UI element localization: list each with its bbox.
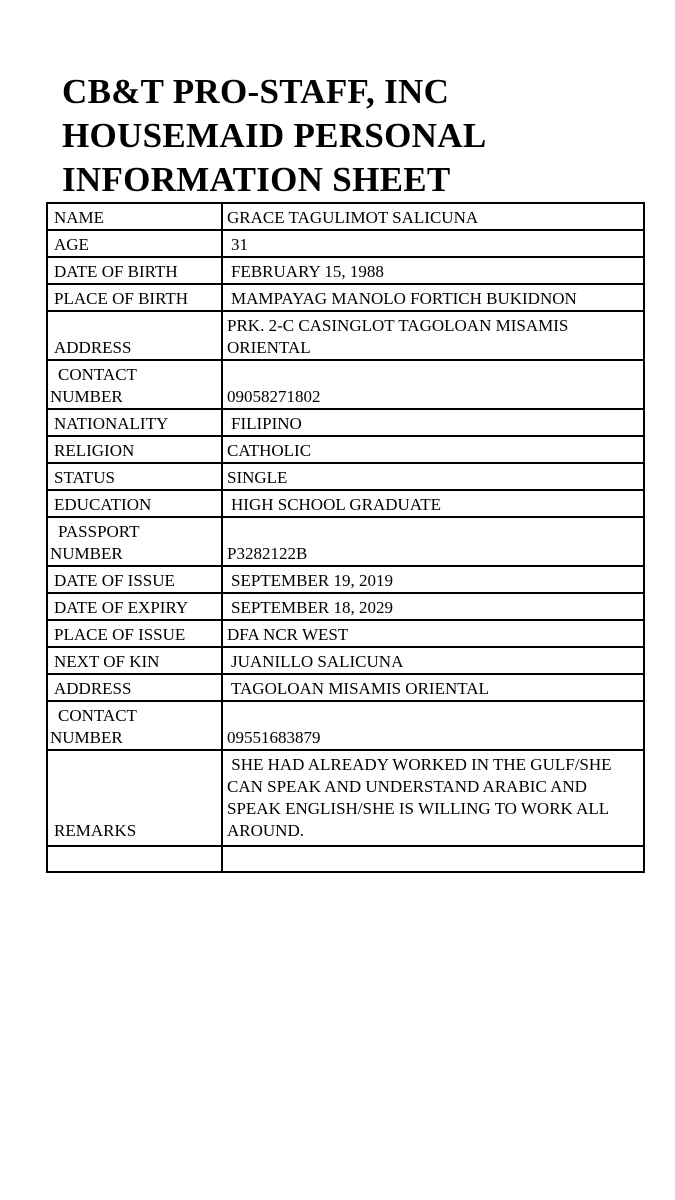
field-value: SEPTEMBER 18, 2029 bbox=[222, 593, 644, 620]
table-row bbox=[47, 647, 644, 674]
field-value: CATHOLIC bbox=[222, 436, 644, 463]
table-row bbox=[47, 409, 644, 436]
field-value: PRK. 2-C CASINGLOT TAGOLOAN MISAMIS ORIENTAL bbox=[222, 311, 644, 360]
field-value: 31 bbox=[222, 230, 644, 257]
field-label: DATE OF BIRTH bbox=[47, 257, 222, 284]
field-label bbox=[47, 701, 222, 750]
table-row bbox=[47, 750, 644, 846]
table-row bbox=[47, 360, 644, 409]
field-label: ADDRESS bbox=[47, 311, 222, 360]
field-value: P3282122B bbox=[222, 517, 644, 566]
field-label: NAME bbox=[47, 203, 222, 230]
field-value: FILIPINO bbox=[222, 409, 644, 436]
field-label-line: CONTACT bbox=[58, 706, 137, 725]
table-row bbox=[47, 593, 644, 620]
field-label: STATUS bbox=[47, 463, 222, 490]
title-line-3: INFORMATION SHEET bbox=[62, 160, 451, 199]
table-row-empty bbox=[47, 846, 644, 872]
field-value: SINGLE bbox=[222, 463, 644, 490]
field-label-line: NUMBER bbox=[50, 387, 123, 406]
field-label: NEXT OF KIN bbox=[47, 647, 222, 674]
table-row bbox=[47, 566, 644, 593]
table-row bbox=[47, 674, 644, 701]
field-label-line: NUMBER bbox=[50, 544, 123, 563]
field-value: 09058271802 bbox=[222, 360, 644, 409]
field-label: PLACE OF BIRTH bbox=[47, 284, 222, 311]
field-value: HIGH SCHOOL GRADUATE bbox=[222, 490, 644, 517]
field-label: PLACE OF ISSUE bbox=[47, 620, 222, 647]
field-label bbox=[47, 360, 222, 409]
field-label-line: PASSPORT bbox=[58, 522, 140, 541]
empty-cell bbox=[47, 846, 222, 872]
field-label-line: NUMBER bbox=[50, 728, 123, 747]
field-label-line: CONTACT bbox=[58, 365, 137, 384]
table-row bbox=[47, 701, 644, 750]
field-label: DATE OF EXPIRY bbox=[47, 593, 222, 620]
table-row bbox=[47, 203, 644, 230]
field-value: FEBRUARY 15, 1988 bbox=[222, 257, 644, 284]
field-label: AGE bbox=[47, 230, 222, 257]
table-row bbox=[47, 311, 644, 360]
field-label: NATIONALITY bbox=[47, 409, 222, 436]
empty-cell bbox=[222, 846, 644, 872]
table-row bbox=[47, 257, 644, 284]
table-row bbox=[47, 490, 644, 517]
table-row bbox=[47, 284, 644, 311]
field-label: REMARKS bbox=[47, 750, 222, 846]
field-value: SHE HAD ALREADY WORKED IN THE GULF/SHE CAN SPEAK AND UNDERSTAND ARABIC AND SPEAK ENGLISH/SHE IS WILLING TO WORK ALL AROUND. bbox=[222, 750, 644, 846]
field-label bbox=[47, 517, 222, 566]
field-label: RELIGION bbox=[47, 436, 222, 463]
field-label: EDUCATION bbox=[47, 490, 222, 517]
personal-info-table bbox=[46, 202, 645, 873]
field-value: 09551683879 bbox=[222, 701, 644, 750]
field-label: DATE OF ISSUE bbox=[47, 566, 222, 593]
field-value: JUANILLO SALICUNA bbox=[222, 647, 644, 674]
field-value: SEPTEMBER 19, 2019 bbox=[222, 566, 644, 593]
field-value: GRACE TAGULIMOT SALICUNA bbox=[222, 203, 644, 230]
table-row bbox=[47, 463, 644, 490]
document-title bbox=[62, 70, 662, 202]
title-line-2: HOUSEMAID PERSONAL bbox=[62, 116, 487, 155]
company-name: CB&T PRO-STAFF, INC bbox=[62, 72, 450, 111]
table-row bbox=[47, 436, 644, 463]
field-value: DFA NCR WEST bbox=[222, 620, 644, 647]
table-row bbox=[47, 230, 644, 257]
field-value: TAGOLOAN MISAMIS ORIENTAL bbox=[222, 674, 644, 701]
table-row bbox=[47, 517, 644, 566]
table-row bbox=[47, 620, 644, 647]
field-label: ADDRESS bbox=[47, 674, 222, 701]
field-value: MAMPAYAG MANOLO FORTICH BUKIDNON bbox=[222, 284, 644, 311]
